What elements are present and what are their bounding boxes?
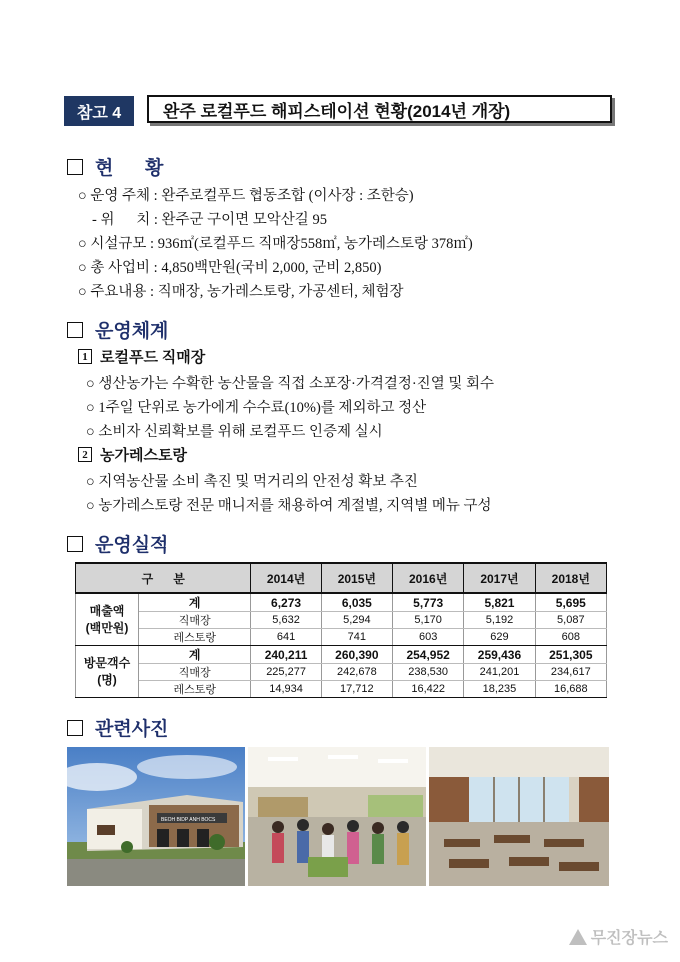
row-label: 직매장 [139,612,251,629]
table-header-row [76,563,607,593]
group-label-unit: (백만원) [85,620,129,635]
status-heading-label: 현 황 [95,158,164,179]
row-group-label [76,646,139,698]
checkbox-square-icon [67,159,83,175]
status-line-operator: ○ 운영 주체 : 완주로컬푸드 협동조합 (이사장 : 조한승) [78,188,414,204]
status-heading [67,153,163,180]
group-label-line: 매출액 [89,603,125,618]
table-cell: 6,035 [321,593,392,612]
row-label: 레스토랑 [139,681,251,698]
table-cell: 14,934 [251,681,321,698]
table-row [76,646,607,664]
performance-table [75,562,607,698]
table-cell: 241,201 [464,664,535,681]
table-cell: 240,211 [251,646,321,664]
subsection-number: 2 [78,447,92,462]
table-cell: 260,390 [321,646,392,664]
subsection-farm-restaurant [78,444,187,465]
status-line-budget: ○ 총 사업비 : 4,850백만원(국비 2,000, 군비 2,850) [78,260,382,276]
table-row [76,629,607,646]
restaurant-line-2: ○ 농가레스토랑 전문 매니저를 채용하여 계절별, 지역별 메뉴 구성 [86,498,492,514]
table-cell: 16,422 [393,681,464,698]
table-header-year: 2018년 [535,563,606,593]
table-cell: 6,273 [251,593,321,612]
photo-restaurant-interior [429,747,609,886]
market-photo-image [248,747,426,886]
table-cell: 603 [393,629,464,646]
photo-building-exterior [67,747,245,886]
photos-heading-label: 관련사진 [95,719,169,740]
store-line-3: ○ 소비자 신뢰확보를 위해 로컬푸드 인증제 실시 [86,424,383,440]
table-header-category: 구 분 [76,563,251,593]
status-line-location: - 위 치 : 완주군 구이면 모악산길 95 [92,212,327,228]
row-label: 계 [139,593,251,612]
table-row [76,593,607,612]
subsection-number: 1 [78,349,92,364]
table-cell: 5,170 [393,612,464,629]
table-header-year: 2017년 [464,563,535,593]
building-sign: BEOH BIDP ANH BOCS [161,817,216,823]
table-cell: 17,712 [321,681,392,698]
table-header-year: 2015년 [321,563,392,593]
photos-heading [67,714,168,741]
operation-heading-label: 운영체계 [95,321,169,342]
mountain-logo-icon [569,929,587,945]
row-label: 직매장 [139,664,251,681]
row-group-label [76,593,139,646]
operation-heading [67,316,168,343]
table-cell: 225,277 [251,664,321,681]
table-cell: 259,436 [464,646,535,664]
table-cell: 254,952 [393,646,464,664]
subsection-title: 농가레스토랑 [100,448,187,464]
store-line-1: ○ 생산농가는 수확한 농산물을 직접 소포장·가격결정·진열 및 회수 [86,376,494,392]
table-cell: 234,617 [535,664,606,681]
table-cell: 251,305 [535,646,606,664]
table-row [76,664,607,681]
table-cell: 18,235 [464,681,535,698]
row-label: 레스토랑 [139,629,251,646]
table-cell: 16,688 [535,681,606,698]
table-row [76,612,607,629]
table-cell: 629 [464,629,535,646]
table-cell: 5,773 [393,593,464,612]
table-cell: 5,632 [251,612,321,629]
table-cell: 5,821 [464,593,535,612]
table-cell: 238,530 [393,664,464,681]
performance-heading [67,530,168,557]
restaurant-photo-image [429,747,609,886]
table-header-year: 2016년 [393,563,464,593]
table-header-year: 2014년 [251,563,321,593]
table-cell: 641 [251,629,321,646]
row-label: 계 [139,646,251,664]
status-line-facility: ○ 시설규모 : 936㎡(로컬푸드 직매장558㎡, 농가레스토랑 378㎡) [78,236,473,252]
photo-market-interior [248,747,426,886]
subsection-localfood-store [78,346,205,367]
watermark-text: 무진장뉴스 [590,930,668,947]
restaurant-line-1: ○ 지역농산물 소비 촉진 및 먹거리의 안전성 확보 추진 [86,474,418,490]
group-label-line: 방문객수 [83,655,131,670]
checkbox-square-icon [67,720,83,736]
page-title: 완주 로컬푸드 해피스테이션 현황(2014년 개장) [147,95,612,123]
table-cell: 741 [321,629,392,646]
table-cell: 5,695 [535,593,606,612]
reference-tag: 참고 4 [64,96,134,126]
table-cell: 608 [535,629,606,646]
performance-heading-label: 운영실적 [95,535,169,556]
table-cell: 5,087 [535,612,606,629]
table-cell: 242,678 [321,664,392,681]
group-label-unit: (명) [97,672,117,687]
table-row [76,681,607,698]
news-watermark [569,925,668,948]
building-photo-image [67,747,245,886]
store-line-2: ○ 1주일 단위로 농가에게 수수료(10%)를 제외하고 정산 [86,400,427,416]
table-cell: 5,294 [321,612,392,629]
status-line-content: ○ 주요내용 : 직매장, 농가레스토랑, 가공센터, 체험장 [78,284,404,300]
subsection-title: 로컬푸드 직매장 [100,350,206,366]
table-cell: 5,192 [464,612,535,629]
checkbox-square-icon [67,322,83,338]
checkbox-square-icon [67,536,83,552]
